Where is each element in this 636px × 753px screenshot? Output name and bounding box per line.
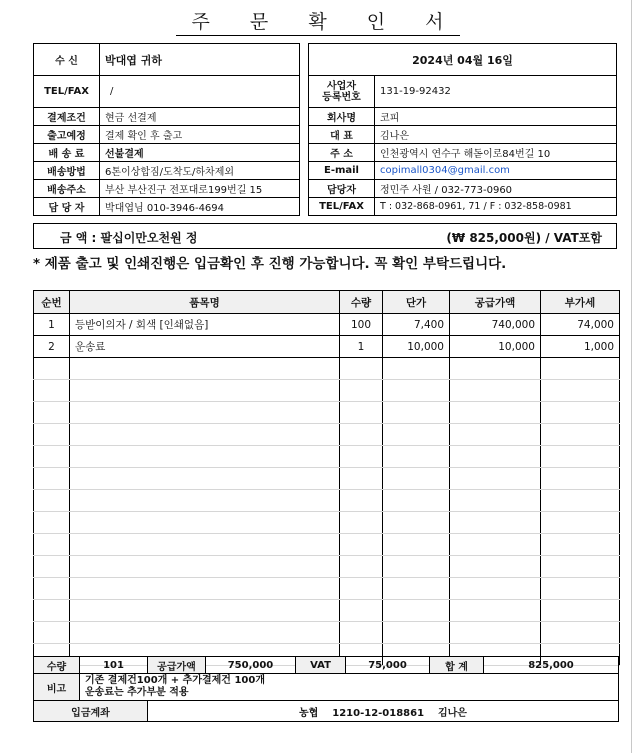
tel-fax-label: TEL/FAX bbox=[34, 76, 100, 108]
note-value bbox=[80, 674, 619, 701]
empty-cell bbox=[70, 600, 340, 622]
company-label: 회사명 bbox=[309, 108, 375, 126]
address-row bbox=[309, 144, 617, 162]
payment-terms-value: 현금 선결제 bbox=[100, 108, 300, 126]
empty-cell bbox=[70, 446, 340, 468]
items-table bbox=[33, 290, 620, 666]
ceo-value: 김나은 bbox=[375, 126, 617, 144]
email-row bbox=[309, 162, 617, 180]
contact-person-label: 담 당 자 bbox=[34, 198, 100, 216]
note-row bbox=[34, 674, 619, 701]
item-no: 2 bbox=[34, 336, 70, 358]
contact-person-row bbox=[34, 198, 300, 216]
note-label: 비고 bbox=[34, 674, 80, 701]
note-line-1: 기존 결제건100개 + 추가결제건 100개 bbox=[85, 675, 265, 686]
empty-cell bbox=[340, 578, 383, 600]
payment-terms-row bbox=[34, 108, 300, 126]
account-row bbox=[34, 701, 619, 722]
empty-cell bbox=[340, 468, 383, 490]
empty-cell bbox=[383, 512, 450, 534]
order-date: 2024년 04월 16일 bbox=[309, 44, 617, 76]
account-value: 농협 1210-12-018861 김나은 bbox=[148, 701, 619, 722]
empty-cell bbox=[70, 622, 340, 644]
empty-cell bbox=[541, 556, 620, 578]
col-header-supply: 공급가액 bbox=[450, 291, 541, 314]
supplier-tel-fax-row bbox=[309, 198, 617, 216]
shipping-schedule-label: 출고예정 bbox=[34, 126, 100, 144]
empty-cell bbox=[450, 424, 541, 446]
items-header-row bbox=[34, 291, 620, 314]
payment-terms-label: 결제조건 bbox=[34, 108, 100, 126]
item-price: 10,000 bbox=[383, 336, 450, 358]
item-price: 7,400 bbox=[383, 314, 450, 336]
empty-cell bbox=[450, 578, 541, 600]
date-row bbox=[309, 44, 617, 76]
email-label: E-mail bbox=[309, 162, 375, 180]
col-header-price: 단가 bbox=[383, 291, 450, 314]
total-qty-label: 수량 bbox=[34, 657, 80, 674]
empty-cell bbox=[34, 468, 70, 490]
shipping-method-value: 6톤이상합짐/도착도/하차제외 bbox=[100, 162, 300, 180]
supplier-tel-fax-label: TEL/FAX bbox=[309, 198, 375, 216]
empty-cell bbox=[34, 512, 70, 534]
empty-cell bbox=[541, 402, 620, 424]
col-header-item: 품목명 bbox=[70, 291, 340, 314]
empty-cell bbox=[340, 600, 383, 622]
empty-table-row bbox=[34, 622, 620, 644]
shipping-address-value: 부산 부산진구 전포대로199번길 15 bbox=[100, 180, 300, 198]
item-no: 1 bbox=[34, 314, 70, 336]
empty-cell bbox=[34, 446, 70, 468]
item-name: 등받이의자 / 회색 [인쇄없음] bbox=[70, 314, 340, 336]
recipient-label: 수 신 bbox=[34, 44, 100, 76]
empty-cell bbox=[450, 512, 541, 534]
table-row bbox=[34, 336, 620, 358]
empty-table-row bbox=[34, 512, 620, 534]
empty-cell bbox=[450, 358, 541, 380]
empty-cell bbox=[34, 380, 70, 402]
manager-row bbox=[309, 180, 617, 198]
empty-cell bbox=[340, 446, 383, 468]
shipping-address-row bbox=[34, 180, 300, 198]
recipient-row bbox=[34, 44, 300, 76]
amount-in-numbers: (₩ 825,000원) / VAT포함 bbox=[446, 231, 602, 245]
address-label: 주 소 bbox=[309, 144, 375, 162]
grand-total-value: 825,000 bbox=[484, 657, 619, 674]
empty-cell bbox=[34, 600, 70, 622]
recipient-value: 박대엽 귀하 bbox=[100, 44, 300, 76]
grand-total-label: 합 계 bbox=[430, 657, 484, 674]
col-header-qty: 수량 bbox=[340, 291, 383, 314]
empty-cell bbox=[383, 622, 450, 644]
item-supply: 740,000 bbox=[450, 314, 541, 336]
empty-cell bbox=[340, 358, 383, 380]
note-line-2: 운송료는 추가부분 적용 bbox=[85, 687, 189, 698]
empty-cell bbox=[450, 556, 541, 578]
empty-cell bbox=[340, 380, 383, 402]
empty-cell bbox=[450, 468, 541, 490]
empty-cell bbox=[450, 622, 541, 644]
business-number-label: 사업자 등록번호 bbox=[309, 76, 375, 108]
empty-table-row bbox=[34, 600, 620, 622]
empty-cell bbox=[383, 446, 450, 468]
empty-cell bbox=[541, 358, 620, 380]
empty-cell bbox=[34, 402, 70, 424]
total-qty-value: 101 bbox=[80, 657, 148, 674]
empty-cell bbox=[450, 402, 541, 424]
empty-cell bbox=[340, 512, 383, 534]
manager-value: 정민주 사원 / 032-773-0960 bbox=[375, 180, 617, 198]
document-title: 주 문 확 인 서 bbox=[0, 10, 636, 36]
empty-cell bbox=[450, 446, 541, 468]
amount-in-words: 금 액 : 팔십이만오천원 정 bbox=[60, 231, 198, 245]
shipping-schedule-row bbox=[34, 126, 300, 144]
empty-cell bbox=[34, 490, 70, 512]
account-label: 입금계좌 bbox=[34, 701, 148, 722]
empty-cell bbox=[383, 600, 450, 622]
empty-cell bbox=[383, 358, 450, 380]
empty-cell bbox=[34, 534, 70, 556]
empty-cell bbox=[70, 424, 340, 446]
empty-cell bbox=[383, 534, 450, 556]
address-value: 인천광역시 연수구 해돋이로84번길 10 bbox=[375, 144, 617, 162]
empty-cell bbox=[70, 490, 340, 512]
empty-cell bbox=[340, 622, 383, 644]
tel-fax-row bbox=[34, 76, 300, 108]
empty-cell bbox=[34, 622, 70, 644]
shipping-method-label: 배송방법 bbox=[34, 162, 100, 180]
empty-cell bbox=[450, 490, 541, 512]
empty-table-row bbox=[34, 380, 620, 402]
company-row bbox=[309, 108, 617, 126]
empty-cell bbox=[541, 622, 620, 644]
total-vat-label: VAT bbox=[296, 657, 346, 674]
business-number-value: 131-19-92432 bbox=[375, 76, 617, 108]
empty-table-row bbox=[34, 424, 620, 446]
empty-cell bbox=[34, 578, 70, 600]
empty-cell bbox=[541, 424, 620, 446]
empty-cell bbox=[450, 380, 541, 402]
empty-table-row bbox=[34, 468, 620, 490]
item-vat: 74,000 bbox=[541, 314, 620, 336]
empty-cell bbox=[340, 424, 383, 446]
shipping-fee-label: 배 송 료 bbox=[34, 144, 100, 162]
empty-cell bbox=[70, 512, 340, 534]
empty-cell bbox=[383, 468, 450, 490]
empty-cell bbox=[70, 534, 340, 556]
ceo-label: 대 표 bbox=[309, 126, 375, 144]
summary-table bbox=[33, 656, 619, 722]
empty-rows bbox=[34, 358, 620, 666]
empty-cell bbox=[383, 490, 450, 512]
recipient-info-table bbox=[33, 43, 300, 216]
totals-row bbox=[34, 657, 619, 674]
table-row bbox=[34, 314, 620, 336]
empty-table-row bbox=[34, 446, 620, 468]
empty-cell bbox=[70, 556, 340, 578]
total-supply-value: 750,000 bbox=[206, 657, 296, 674]
col-header-vat: 부가세 bbox=[541, 291, 620, 314]
empty-cell bbox=[70, 468, 340, 490]
empty-cell bbox=[541, 512, 620, 534]
empty-cell bbox=[383, 380, 450, 402]
business-number-row bbox=[309, 76, 617, 108]
empty-cell bbox=[541, 578, 620, 600]
empty-cell bbox=[541, 380, 620, 402]
total-vat-value: 75,000 bbox=[346, 657, 430, 674]
empty-table-row bbox=[34, 578, 620, 600]
empty-cell bbox=[340, 534, 383, 556]
empty-cell bbox=[70, 578, 340, 600]
item-qty: 100 bbox=[340, 314, 383, 336]
empty-cell bbox=[340, 490, 383, 512]
contact-person-value: 박대엽님 010-3946-4694 bbox=[100, 198, 300, 216]
empty-cell bbox=[70, 402, 340, 424]
empty-cell bbox=[541, 446, 620, 468]
empty-cell bbox=[541, 468, 620, 490]
empty-cell bbox=[34, 358, 70, 380]
empty-table-row bbox=[34, 490, 620, 512]
empty-cell bbox=[70, 380, 340, 402]
empty-cell bbox=[383, 578, 450, 600]
empty-cell bbox=[383, 424, 450, 446]
empty-table-row bbox=[34, 534, 620, 556]
empty-cell bbox=[383, 556, 450, 578]
email-link[interactable]: copimall0304@gmail.com bbox=[375, 162, 617, 180]
ceo-row bbox=[309, 126, 617, 144]
shipping-method-row bbox=[34, 162, 300, 180]
tel-fax-value: / bbox=[100, 76, 300, 108]
supplier-tel-fax-value: T : 032-868-0961, 71 / F : 032-858-0981 bbox=[375, 198, 617, 216]
shipping-fee-value: 선불결제 bbox=[100, 144, 300, 162]
shipping-schedule-value: 결제 확인 후 출고 bbox=[100, 126, 300, 144]
payment-notice: * 제품 출고 및 인쇄진행은 입금확인 후 진행 가능합니다. 꼭 확인 부탁드립니다. bbox=[33, 256, 507, 272]
empty-cell bbox=[450, 534, 541, 556]
shipping-fee-row bbox=[34, 144, 300, 162]
empty-cell bbox=[340, 402, 383, 424]
item-qty: 1 bbox=[340, 336, 383, 358]
empty-cell bbox=[70, 358, 340, 380]
page-edge-line bbox=[631, 0, 632, 753]
item-supply: 10,000 bbox=[450, 336, 541, 358]
empty-table-row bbox=[34, 402, 620, 424]
empty-cell bbox=[541, 490, 620, 512]
supplier-info-table bbox=[308, 43, 617, 216]
empty-table-row bbox=[34, 358, 620, 380]
empty-cell bbox=[450, 600, 541, 622]
empty-cell bbox=[34, 556, 70, 578]
col-header-no: 순번 bbox=[34, 291, 70, 314]
empty-cell bbox=[541, 600, 620, 622]
amount-box bbox=[33, 223, 617, 249]
total-supply-label: 공급가액 bbox=[148, 657, 206, 674]
empty-cell bbox=[383, 402, 450, 424]
item-name: 운송료 bbox=[70, 336, 340, 358]
empty-cell bbox=[541, 534, 620, 556]
item-vat: 1,000 bbox=[541, 336, 620, 358]
empty-table-row bbox=[34, 556, 620, 578]
empty-cell bbox=[340, 556, 383, 578]
shipping-address-label: 배송주소 bbox=[34, 180, 100, 198]
empty-cell bbox=[34, 424, 70, 446]
company-value: 코피 bbox=[375, 108, 617, 126]
manager-label: 담당자 bbox=[309, 180, 375, 198]
